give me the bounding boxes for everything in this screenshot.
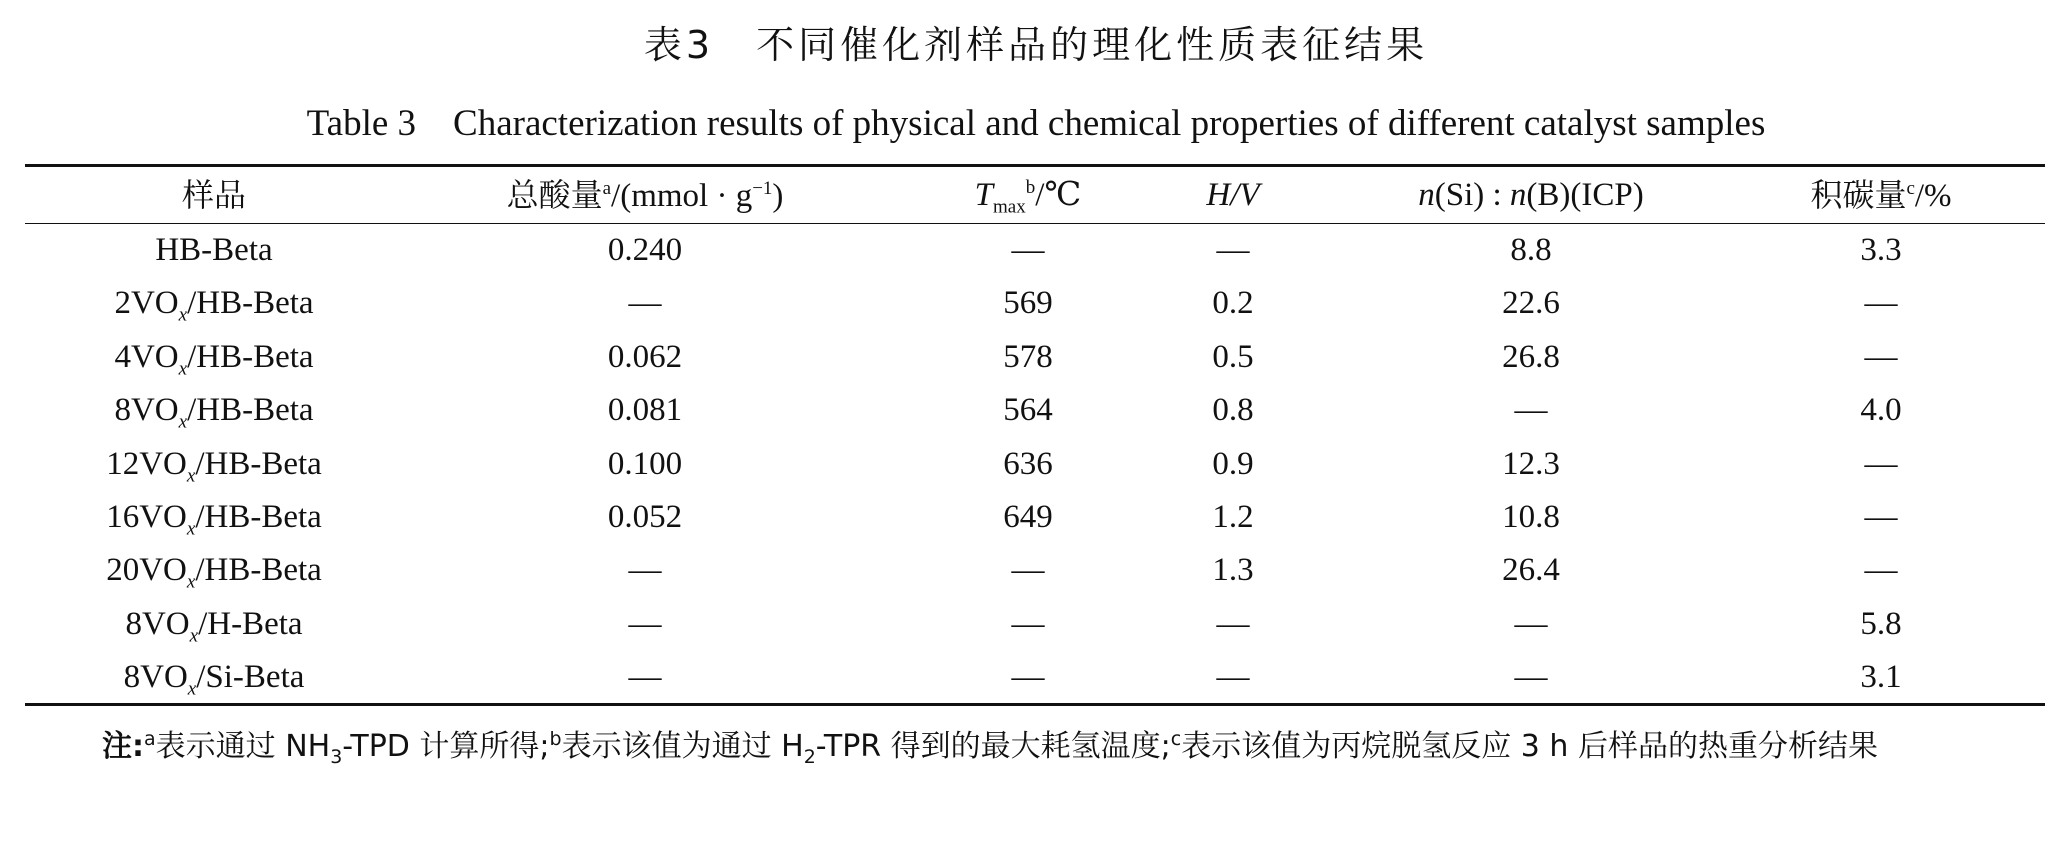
acid-cell: 0.100 bbox=[607, 446, 683, 482]
coke-cell: 5.8 bbox=[1860, 606, 1902, 642]
hv-cell: 0.9 bbox=[1212, 446, 1254, 482]
sample-name-cell: $2VO_x/HB$-Beta bbox=[114, 285, 314, 326]
acid-cell: — bbox=[628, 552, 662, 588]
hv-cell: — bbox=[1216, 606, 1250, 642]
sample-name-cell: $12VO_x/HB$-Beta bbox=[106, 446, 322, 487]
ratio-cell: 26.4 bbox=[1502, 552, 1560, 588]
ratio-cell: 26.8 bbox=[1502, 339, 1560, 375]
hv-cell: — bbox=[1216, 659, 1250, 695]
tmax-cell: 564 bbox=[1003, 392, 1053, 428]
tmax-cell: — bbox=[1011, 659, 1045, 695]
ratio-cell: 8.8 bbox=[1510, 232, 1552, 268]
hv-cell: 0.2 bbox=[1212, 285, 1254, 321]
tmax-cell: 636 bbox=[1003, 446, 1053, 482]
ratio-cell: 10.8 bbox=[1502, 499, 1560, 535]
hv-cell: 1.3 bbox=[1212, 552, 1254, 588]
header-si-b-ratio: n(Si) : n(B)(ICP) bbox=[1418, 177, 1644, 213]
tmax-cell: 578 bbox=[1003, 339, 1053, 375]
tmax-cell: 569 bbox=[1003, 285, 1053, 321]
hv-cell: 0.5 bbox=[1212, 339, 1254, 375]
coke-cell: — bbox=[1864, 446, 1898, 482]
acid-cell: 0.062 bbox=[607, 339, 683, 375]
table-header-rule bbox=[25, 223, 2045, 224]
header-sample: 样品 bbox=[181, 176, 247, 214]
tmax-cell: — bbox=[1011, 606, 1045, 642]
coke-cell: 3.3 bbox=[1860, 232, 1902, 268]
table-title-english: Table 3 Characterization results of physical and chemical properties of different catalyst samples bbox=[306, 103, 1766, 144]
acid-cell: 0.240 bbox=[607, 232, 683, 268]
sample-name-cell: $8VO_x/Si$-Beta bbox=[123, 659, 305, 700]
hv-cell: 1.2 bbox=[1212, 499, 1254, 535]
ratio-cell: — bbox=[1514, 392, 1548, 428]
sample-name-cell: $20VO_x/HB$-Beta bbox=[106, 552, 322, 593]
sample-name-cell: HB-Beta bbox=[155, 232, 273, 268]
header-tmax: $T_{max}^b/℃$ bbox=[974, 177, 1082, 218]
table-footnote: 注:$^a$表示通过 $NH_3$-TPD 计算所得;$^b$表示该值为通过 $H_2$-TPR 得到的最大耗氢温度;$^c$表示该值为丙烷脱氢反应 3 h 后样品的热重分析结果 bbox=[102, 728, 1878, 768]
coke-cell: 3.1 bbox=[1860, 659, 1902, 695]
sample-name-cell: $8VO_x/H$-Beta bbox=[125, 606, 303, 647]
tmax-cell: — bbox=[1011, 232, 1045, 268]
table-title-chinese: 表3 不同催化剂样品的理化性质表征结果 bbox=[643, 23, 1429, 67]
tmax-cell: — bbox=[1011, 552, 1045, 588]
acid-cell: 0.081 bbox=[607, 392, 683, 428]
coke-cell: — bbox=[1864, 285, 1898, 321]
sample-name-cell: $4VO_x/HB$-Beta bbox=[114, 339, 314, 380]
hv-cell: 0.8 bbox=[1212, 392, 1254, 428]
hv-cell: — bbox=[1216, 232, 1250, 268]
ratio-cell: — bbox=[1514, 606, 1548, 642]
sample-name-cell: $16VO_x/HB$-Beta bbox=[106, 499, 322, 540]
ratio-cell: 22.6 bbox=[1502, 285, 1560, 321]
table-top-rule bbox=[25, 164, 2045, 167]
acid-cell: — bbox=[628, 285, 662, 321]
sample-name-cell: $8VO_x/HB$-Beta bbox=[114, 392, 314, 433]
header-coke-content: 积碳量$^c$/% bbox=[1810, 176, 1952, 214]
tmax-cell: 649 bbox=[1003, 499, 1053, 535]
table-bottom-rule bbox=[25, 703, 2045, 706]
acid-cell: 0.052 bbox=[607, 499, 683, 535]
acid-cell: — bbox=[628, 659, 662, 695]
coke-cell: 4.0 bbox=[1860, 392, 1902, 428]
ratio-cell: — bbox=[1514, 659, 1548, 695]
coke-cell: — bbox=[1864, 339, 1898, 375]
ratio-cell: 12.3 bbox=[1502, 446, 1560, 482]
coke-cell: — bbox=[1864, 499, 1898, 535]
header-h-v: H/V bbox=[1206, 177, 1260, 213]
header-total-acidity: 总酸量$^a$/(mmol · $g^{-1}$) bbox=[506, 176, 784, 214]
acid-cell: — bbox=[628, 606, 662, 642]
coke-cell: — bbox=[1864, 552, 1898, 588]
